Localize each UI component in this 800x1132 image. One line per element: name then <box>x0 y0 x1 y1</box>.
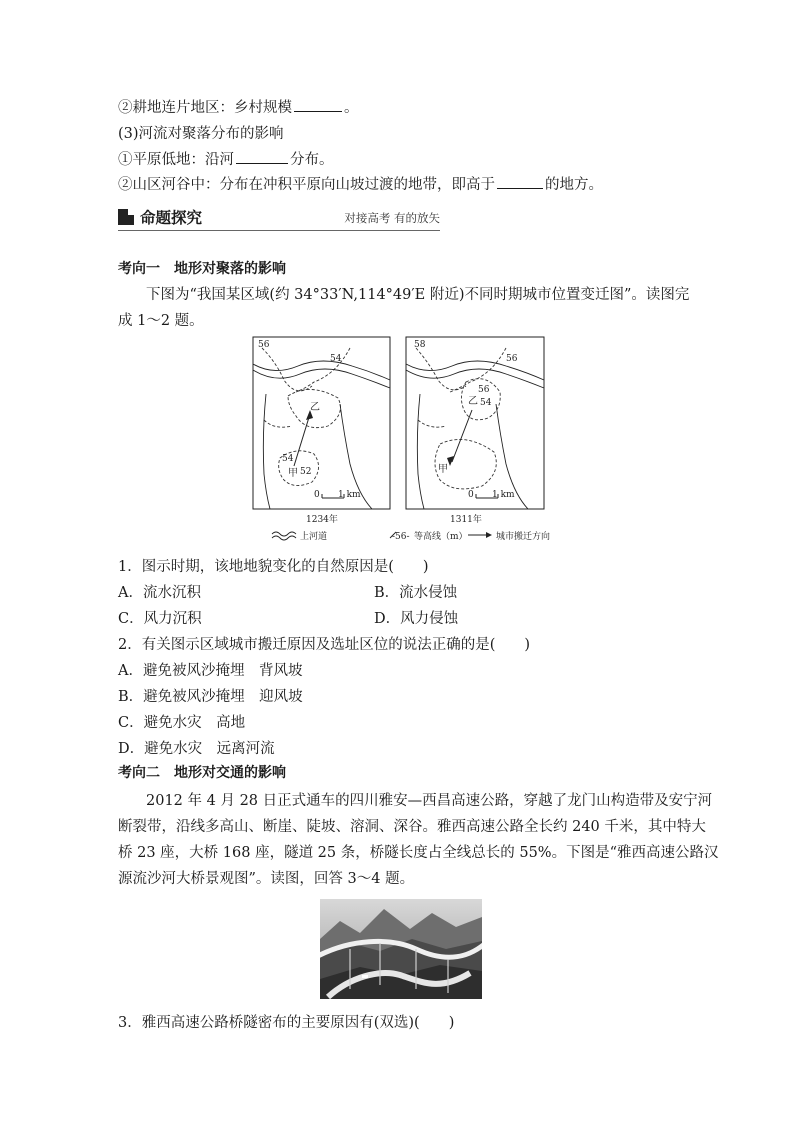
section-marker-icon <box>118 209 134 225</box>
line-text: 。 <box>344 100 359 116</box>
town-label-jia: 甲 <box>288 468 298 479</box>
scale-zero: 0 <box>314 490 320 500</box>
contour-label: 58 <box>414 340 426 350</box>
text-line: (3)河流对聚落分布的影响 <box>118 126 284 142</box>
option-a[interactable]: A．避免被风沙掩埋 背风坡 <box>118 663 303 679</box>
legend-river: 上河道 <box>300 532 328 542</box>
paragraph-line: 桥 23 座，大桥 168 座，隧道 25 条，桥隧长度占全线总长的 55%。下图是“雅西高速公路汉 <box>118 845 719 861</box>
question-stem: 1．图示时期，该地地貌变化的自然原因是( ) <box>118 559 429 575</box>
text-line <box>118 96 359 117</box>
option-b[interactable]: B．流水侵蚀 <box>374 585 458 601</box>
section-rule <box>118 230 440 231</box>
contour-label: 54 <box>330 354 342 364</box>
answer-blank[interactable] <box>294 97 342 112</box>
option-d[interactable]: D．避免水灾 远离河流 <box>118 741 275 757</box>
line-text: 的地方。 <box>545 177 603 193</box>
line-text: ②山区河谷中：分布在冲积平原向山坡过渡的地带，即高于 <box>118 177 495 193</box>
question-stem: 2．有关图示区域城市搬迁原因及选址区位的说法正确的是( ) <box>118 637 531 653</box>
intro-text: 下图为“我国某区域(约 34°33′N,114°49′E 附近)不同时期城市位置变迁图”。读图完 <box>146 287 690 303</box>
topic-heading: 考向一 地形对聚落的影响 <box>118 261 286 277</box>
section-header <box>118 206 440 234</box>
contour-label: 56 <box>478 385 490 395</box>
option-a[interactable]: A．流水沉积 <box>118 585 201 601</box>
scale-km: 1 km <box>492 490 515 500</box>
option-d[interactable]: D．风力侵蚀 <box>374 611 459 627</box>
intro-text: 成 1～2 题。 <box>118 313 204 329</box>
paragraph-line: 2012 年 4 月 28 日正式通车的四川雅安—西昌高速公路，穿越了龙门山构造带及安宁河 <box>146 793 713 809</box>
answer-blank[interactable] <box>497 174 543 189</box>
map-year: 1311年 <box>450 515 482 525</box>
contour-label: 54 <box>282 454 294 464</box>
contour-label: 54 <box>480 398 492 408</box>
scale-km: 1 km <box>338 490 361 500</box>
scale-zero: 0 <box>468 490 474 500</box>
contour-label: 56 <box>506 354 518 364</box>
city-relocation-map <box>240 334 560 546</box>
highway-bridge-photo <box>320 899 482 999</box>
legend-contour: 等高线（m） <box>414 532 468 542</box>
text-line <box>118 173 603 194</box>
legend-arrow: 城市搬迁方向 <box>496 532 551 542</box>
contour-label: 56 <box>258 340 270 350</box>
town-label-yi: 乙 <box>310 402 320 413</box>
section-subtitle: 对接高考 有的放矢 <box>344 211 440 225</box>
legend-contour-sample: -56- <box>392 532 410 542</box>
line-text: 分布。 <box>290 152 334 168</box>
paragraph-line: 源流沙河大桥景观图”。读图，回答 3～4 题。 <box>118 871 415 887</box>
map-year: 1234年 <box>306 515 338 525</box>
answer-blank[interactable] <box>236 149 288 164</box>
line-text: ②耕地连片地区：乡村规模 <box>118 100 292 116</box>
question-stem: 3．雅西高速公路桥隧密布的主要原因有(双选)( ) <box>118 1015 455 1031</box>
line-text: ①平原低地：沿河 <box>118 152 234 168</box>
town-label-jia: 甲 <box>438 464 448 475</box>
option-c[interactable]: C．避免水灾 高地 <box>118 715 246 731</box>
paragraph-line: 断裂带，沿线多高山、断崖、陡坡、溶洞、深谷。雅西高速公路全长约 240 千米，其中特大 <box>118 819 706 835</box>
contour-label: 52 <box>300 467 312 477</box>
text-line <box>118 148 334 169</box>
map-legend <box>272 530 550 542</box>
option-b[interactable]: B．避免被风沙掩埋 迎风坡 <box>118 689 303 705</box>
map-left <box>253 337 390 525</box>
topic-heading: 考向二 地形对交通的影响 <box>118 765 286 781</box>
map-right <box>406 337 544 525</box>
option-c[interactable]: C．风力沉积 <box>118 611 202 627</box>
town-label-yi: 乙 <box>468 396 478 407</box>
section-title: 命题探究 <box>140 209 203 227</box>
